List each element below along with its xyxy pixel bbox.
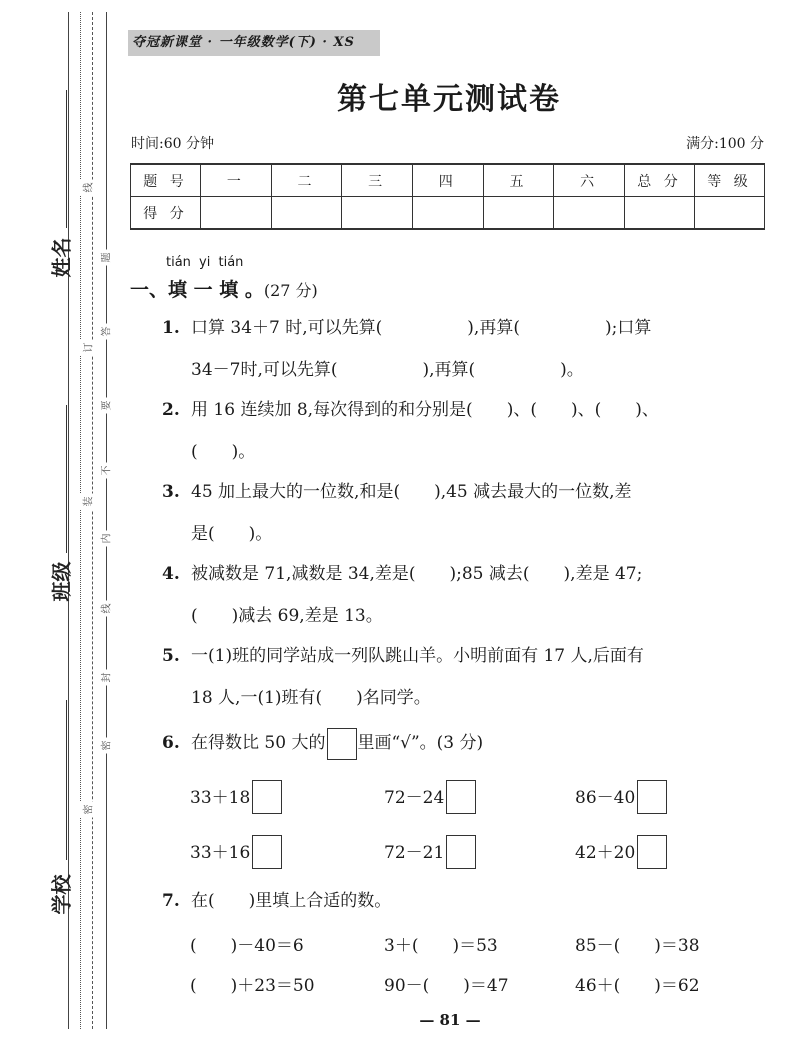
expression: 72－21 [384,843,445,863]
margin-mark: 订 [80,340,95,356]
check-box[interactable] [637,780,667,814]
question-line: 口算 34＋7 时,可以先算( ),再算( );口算 [191,318,652,338]
question-line: 被减数是 71,减数是 34,差是( );85 减去( ),差是 47; [191,564,643,584]
class-write-line[interactable] [66,405,67,553]
score-table-score-row [131,197,765,230]
class-field-label: 班级 [49,561,74,602]
exam-time: 时间:60 分钟 [131,136,214,152]
table-cell: 等 级 [695,164,765,197]
expression: 72－24 [384,788,445,808]
question-line: 34－7时,可以先算( ),再算( )。 [191,360,584,380]
school-field-label: 学校 [49,874,74,915]
question-line: ( )。 [191,442,256,462]
table-cell: 二 [271,164,342,197]
expression: 86－40 [575,788,636,808]
score-cell[interactable] [412,197,483,230]
question-line: 用 16 连续加 8,每次得到的和分别是( )、( )、( )、 [191,400,659,420]
check-box[interactable] [252,780,282,814]
full-score: 满分:100 分 [686,136,764,152]
question-number: 3. [162,482,180,502]
score-cell[interactable] [483,197,554,230]
margin-mark: 题 [98,250,113,266]
check-box[interactable] [446,780,476,814]
question-3 [162,471,766,555]
table-cell: 五 [483,164,554,197]
question-line: 是( )。 [191,524,273,544]
page-title: 第七单元测试卷 [337,82,561,117]
question-number: 1. [162,318,180,338]
table-cell: 题 号 [131,164,201,197]
check-item [190,780,282,816]
table-cell: 得 分 [131,197,201,230]
check-item [575,780,667,816]
fill-equation[interactable]: ( )－40＝6 [190,936,304,956]
question-number: 4. [162,564,180,584]
margin-rule-dotted [80,12,81,1029]
question-line: 18 人,一(1)班有( )名同学。 [191,688,431,708]
table-cell: 总 分 [625,164,695,197]
check-item [384,835,476,871]
score-cell[interactable] [201,197,272,230]
margin-mark: 要 [98,398,113,414]
score-table-header-row [131,164,765,197]
check-item [190,835,282,871]
binding-margin [0,0,120,1063]
question-number: 5. [162,646,180,666]
question-number: 2. [162,400,180,420]
check-box[interactable] [252,835,282,869]
check-box[interactable] [637,835,667,869]
question-5 [162,635,766,719]
table-cell: 一 [201,164,272,197]
question-2 [162,389,766,473]
name-field-label: 姓名 [49,237,74,278]
margin-mark: 封 [98,670,113,686]
margin-mark: 内 [98,531,113,547]
score-cell[interactable] [554,197,625,230]
fill-equation[interactable]: 3＋( )＝53 [384,936,498,956]
check-item [384,780,476,816]
section-pinyin: tián yi tián [166,255,244,270]
question-4 [162,553,766,637]
table-cell: 三 [342,164,413,197]
section-heading [130,275,318,302]
question-line: 45 加上最大的一位数,和是( ),45 减去最大的一位数,差 [191,482,632,502]
margin-mark: 不 [98,463,113,479]
section-points: (27 分) [263,281,318,300]
question-7 [162,880,766,922]
expression: 33＋16 [190,843,251,863]
margin-mark: 线 [98,601,113,617]
example-answer-box [327,728,357,760]
fill-equation[interactable]: 90－( )＝47 [384,976,509,996]
question-text: 在得数比 50 大的 [191,733,326,753]
margin-mark: 装 [80,494,95,510]
score-table [130,163,765,230]
question-line: ( )减去 69,差是 13。 [191,606,383,626]
score-cell[interactable] [271,197,342,230]
score-cell[interactable] [695,197,765,230]
score-cell[interactable] [342,197,413,230]
fill-equation[interactable]: 85－( )＝38 [575,936,700,956]
margin-mark: 答 [98,324,113,340]
expression: 33＋18 [190,788,251,808]
check-item [575,835,667,871]
expression: 42＋20 [575,843,636,863]
section-title: 一、填 一 填 。 [130,279,264,301]
margin-mark: 密 [80,802,95,818]
page-number: — 81 — [419,1011,481,1029]
margin-rule-right [106,12,107,1029]
question-1 [162,307,766,391]
question-number: 6. [162,733,180,753]
margin-mark: 线 [80,180,95,196]
question-6 [162,722,766,764]
question-line: 一(1)班的同学站成一列队跳山羊。小明前面有 17 人,后面有 [191,646,644,666]
fill-equation[interactable]: ( )＋23＝50 [190,976,315,996]
series-banner: 夺冠新课堂 · 一年级数学(下) · XS [128,30,380,56]
question-text: 在( )里填上合适的数。 [191,891,392,911]
margin-mark: 密 [98,738,113,754]
margin-rule-dashed [92,12,93,1029]
table-cell: 六 [554,164,625,197]
question-number: 7. [162,891,180,911]
score-cell[interactable] [625,197,695,230]
table-cell: 四 [412,164,483,197]
check-box[interactable] [446,835,476,869]
question-text: 里画“√”。(3 分) [357,733,484,753]
name-write-line[interactable] [66,90,67,228]
school-write-line[interactable] [66,700,67,860]
fill-equation[interactable]: 46＋( )＝62 [575,976,700,996]
